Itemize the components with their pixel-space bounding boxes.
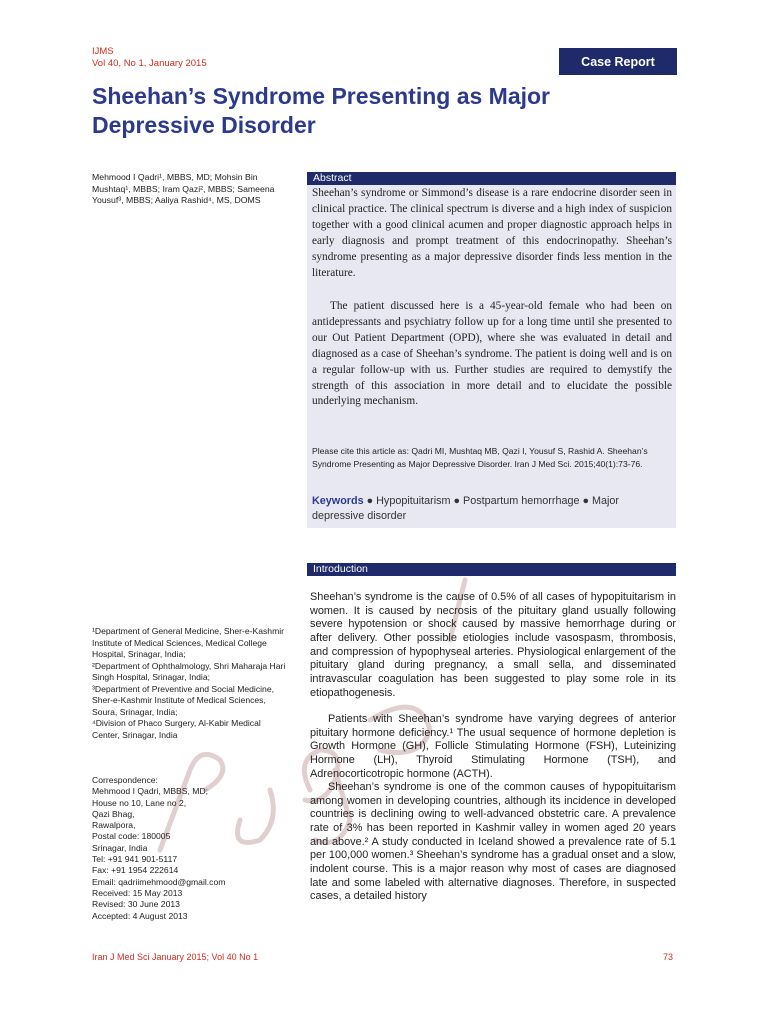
journal-name: IJMS <box>92 46 114 57</box>
introduction-heading: Introduction <box>307 563 676 576</box>
keywords <box>312 494 672 524</box>
article-title <box>92 82 652 140</box>
journal-header <box>92 46 207 70</box>
abstract-paragraph-1: Sheehan’s syndrome or Simmond’s disease is a rare endocrine disorder seen in clinical practice. The clinical spectrum is diverse and a high index of suspicion together with a good clinical acumen and proper diagnostic approach helps in early diagnosis and prompt treatment of this endocrinopathy. Sheehan’s syndrome presenting as a major depressive disorder finds less mention in the literature. <box>312 187 672 279</box>
abstract-paragraph-2: The patient discussed here is a 45-year-old female who had been on antidepressants and psychiatry follow up for a long time until she presented to our Out Patient Department (OPD), where she was evaluated in detail and diagnosed as a case of Sheehan’s syndrome. The patient is doing well and is on a regular follow-up with us. Further studies are required to demystify the strength of this association in more detail and to elucidate the possible underlying mechanism. <box>312 300 672 408</box>
affiliation-item: ³Department of Preventive and Social Medicine, Sher-e-Kashmir Institute of Medical Sciences, Soura, Srinagar, India; <box>92 683 274 717</box>
page-number: 73 <box>663 952 674 962</box>
correspondence-line: Rawalpora, <box>92 820 136 831</box>
introduction-paragraph-2: Patients with Sheehan’s syndrome have varying degrees of anterior pituitary hormone deficiency.¹ The usual sequence of hormone depletion is Growth Hormone (GH), Follicle Stimulating Hormone (FSH), Luteinizing Hormone (LH), Thyroid Stimulating Hormone (TSH), and Adrenocorticotropic hormone (ACTH). <box>310 713 676 780</box>
correspondence-line: Postal code: 180005 <box>92 831 171 842</box>
citation <box>312 445 672 471</box>
correspondence-line: Qazi Bhag, <box>92 808 135 819</box>
introduction-paragraph-1: Sheehan’s syndrome is the cause of 0.5% of all cases of hypopituitarism in women. It is caused by necrosis of the pituitary gland usually following severe hypotension or shock caused by massive hemorrhage during or after delivery. Other possible etiologies include vasospasm, thrombosis, and compression of hypophyseal arteries. Physiological enlargement of the pituitary gland during pregnancy, a small sella, and disseminated intravascular coagulation has been suggested to play some role in its etiopathogenesis. <box>310 591 676 699</box>
title-line-2: Depressive Disorder <box>92 112 316 138</box>
correspondence-phone: Tel: +91 941 901-5117 <box>92 854 178 865</box>
correspondence-email[interactable]: Email: qadriimehmood@gmail.com <box>92 876 226 887</box>
footer-citation: Iran J Med Sci January 2015; Vol 40 No 1 <box>92 952 259 962</box>
abstract-heading: Abstract <box>307 172 676 185</box>
correspondence-label: Correspondence: <box>92 775 158 785</box>
citation-text: Qadri MI, Mushtaq MB, Qazi I, Yousuf S, Rashid A. Sheehan’s Syndrome Presenting as Major Depressive Disorder. Iran J Med Sci. 2015;40(1):73-76. <box>312 446 648 469</box>
author-list: Mehmood I Qadri¹, MBBS, MD; Mohsin Bin Mushtaq¹, MBBS; Iram Qazi², MBBS; Sameena Yousuf³, MBBS; Aaliya Rashid⁴, MS, DOMS <box>92 172 275 205</box>
affiliation-item: ¹Department of General Medicine, Sher-e-Kashmir Institute of Medical Sciences, Medical College Hospital, Srinagar, India; <box>92 626 285 659</box>
received-date: Received: 15 May 2013 <box>92 887 183 898</box>
title-line-1: Sheehan’s Syndrome Presenting as Major <box>92 83 551 109</box>
citation-label: Please cite this article as: <box>312 446 409 456</box>
keywords-list: ● Hypopituitarism ● Postpartum hemorrhage ● Major depressive disorder <box>312 495 619 522</box>
affiliations <box>92 626 288 741</box>
introduction-paragraph-3: Sheehan’s syndrome is one of the common causes of hypopituitarism among women in developing countries, although its incidence in developed countries is declining owing to well-advanced obstetric care. A prevalence rate of 3% has been reported in Kashmir valley in women aged 20 years and above.² A study conducted in Iceland showed a prevalence rate of 5.1 per 100,000 women.³ Sheehan’s syndrome has a gradual onset and a slow, indolent course. This is a major reason why most of cases are diagnosed late and some labeled with alternative diagnoses. Therefore, in suspected cases, a detailed history <box>310 781 676 903</box>
revised-date: Revised: 30 June 2013 <box>92 899 180 910</box>
correspondence-fax: Fax: +91 1954 222614 <box>92 865 179 876</box>
journal-issue: Vol 40, No 1, January 2015 <box>92 58 207 69</box>
accepted-date: Accepted: 4 August 2013 <box>92 910 188 921</box>
affiliation-item: ⁴Division of Phaco Surgery, Al-Kabir Medical Center, Srinagar, India <box>92 718 261 740</box>
article-type-badge: Case Report <box>559 48 677 75</box>
correspondence-line: House no 10, Lane no 2, <box>92 797 187 808</box>
correspondence-line: Mehmood I Qadri, MBBS, MD; <box>92 786 209 797</box>
correspondence-line: Srinagar, India <box>92 842 148 853</box>
correspondence-block <box>92 775 292 922</box>
affiliation-item: ²Department of Ophthalmology, Shri Maharaja Hari Singh Hospital, Srinagar, India; <box>92 660 286 682</box>
keywords-label: Keywords <box>312 495 364 507</box>
